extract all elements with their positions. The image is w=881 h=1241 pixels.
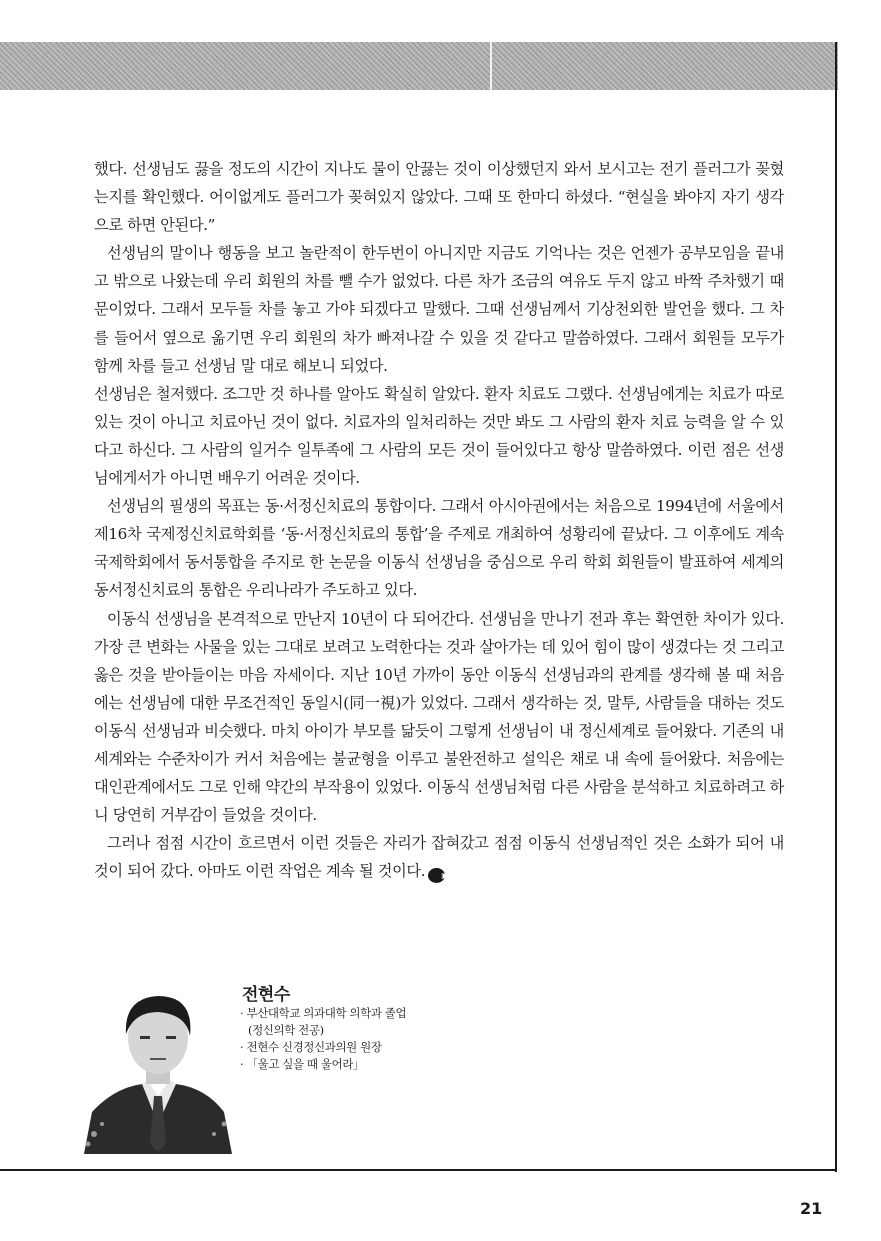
author-bio-line: · 부산대학교 의과대학 의학과 졸업 bbox=[240, 1006, 407, 1020]
article-end-mark-icon: ▣ bbox=[428, 868, 445, 883]
bottom-border-rule bbox=[0, 1169, 837, 1171]
author-bio bbox=[240, 1005, 560, 1073]
paragraph-6-text: 그러나 점점 시간이 흐르면서 이런 것들은 자리가 잡혀갔고 점점 이동식 선생님적인 것은 소화가 되어 내 것이 되어 갔다. 아마도 이런 작업은 계속 될 것이다. bbox=[94, 834, 784, 881]
header-divider bbox=[490, 42, 492, 90]
right-border-rule bbox=[835, 42, 837, 1172]
article-body bbox=[94, 155, 784, 885]
page-number: 21 bbox=[800, 1199, 823, 1218]
paragraph-6 bbox=[94, 829, 784, 885]
author-bio-line: · 「울고 싶을 때 울어라」 bbox=[240, 1057, 365, 1071]
paragraph-1: 했다. 선생님도 끓을 정도의 시간이 지나도 물이 안끓는 것이 이상했던지 와서 보시고는 전기 플러그가 꽂혔는지를 확인했다. 어이없게도 플러그가 꽂혀있지 않았다. 그때 또 한마디 하셨다. “현실을 봐야지 자기 생각으로 하면 안된다.” bbox=[94, 160, 784, 235]
author-name: 전현수 bbox=[242, 985, 290, 1005]
author-bio-line: · 전현수 신경정신과의원 원장 bbox=[240, 1040, 382, 1054]
author-portrait bbox=[84, 984, 232, 1154]
paragraph-5: 이동식 선생님을 본격적으로 만난지 10년이 다 되어간다. 선생님을 만나기 전과 후는 확연한 차이가 있다. 가장 큰 변화는 사물을 있는 그대로 보려고 노력한다는 것과 살아가는 데 있어 힘이 많이 생겼다는 것 그리고 옳은 것을 받아들이는 마음 자세이다. 지난 10년 가까이 동안 이동식 선생님과의 관계를 생각해 볼 때 처음에는 선생님에 대한 무조건적인 동일시(同一視)가 있었다. 그래서 생각하는 것, 말투, 사람들을 대하는 것도 이동식 선생님과 비슷했다. 마치 아이가 부모를 닮듯이 그렇게 선생님이 내 정신세계로 들어왔다. 기존의 내 세계와는 수준차이가 커서 처음에는 불균형을 이루고 불완전하고 설익은 채로 내 속에 들어왔다. 처음에는 대인관계에서도 그로 인해 약간의 부작용이 있었다. 이동식 선생님처럼 다른 사람을 분석하고 치료하려고 하니 당연히 거부감이 들었을 것이다. bbox=[94, 609, 784, 825]
paragraph-3: 선생님은 철저했다. 조그만 것 하나를 알아도 확실히 알았다. 환자 치료도 그랬다. 선생님에게는 치료가 따로 있는 것이 아니고 치료아닌 것이 없다. 치료자의 일처리하는 것만 봐도 그 사람의 환자 치료 능력을 알 수 있다고 하신다. 그 사람의 일거수 일투족에 그 사람의 모든 것이 들어있다고 항상 말씀하였다. 이런 점은 선생님에게서가 아니면 배우기 어려운 것이다. bbox=[94, 384, 784, 488]
paragraph-2: 선생님의 말이나 행동을 보고 놀란적이 한두번이 아니지만 지금도 기억나는 것은 언젠가 공부모임을 끝내고 밖으로 나왔는데 우리 회원의 차를 뺄 수가 없었다. 다른 차가 조금의 여유도 두지 않고 바짝 주차했기 때문이었다. 그래서 모두들 차를 놓고 가야 되겠다고 말했다. 그때 선생님께서 기상천외한 발언을 했다. 그 차를 들어서 옆으로 옮기면 우리 회원의 차가 빠져나갈 수 있을 것 같다고 말씀하였다. 그래서 회원들 모두가 함께 차를 들고 선생님 말 대로 해보니 되었다. bbox=[94, 244, 784, 375]
author-bio-line: (정신의학 전공) bbox=[248, 1023, 324, 1037]
paragraph-4: 선생님의 필생의 목표는 동·서정신치료의 통합이다. 그래서 아시아권에서는 처음으로 1994년에 서울에서 제16차 국제정신치료학회를 ‘동·서정신치료의 통합’을 주제로 개최하여 성황리에 끝났다. 그 이후에도 계속 국제학회에서 동서통합을 주지로 한 논문을 이동식 선생님을 중심으로 우리 학회 회원들이 발표하여 세계의 동서정신치료의 통합은 우리나라가 주도하고 있다. bbox=[94, 497, 784, 600]
header-pattern-band bbox=[0, 42, 838, 90]
